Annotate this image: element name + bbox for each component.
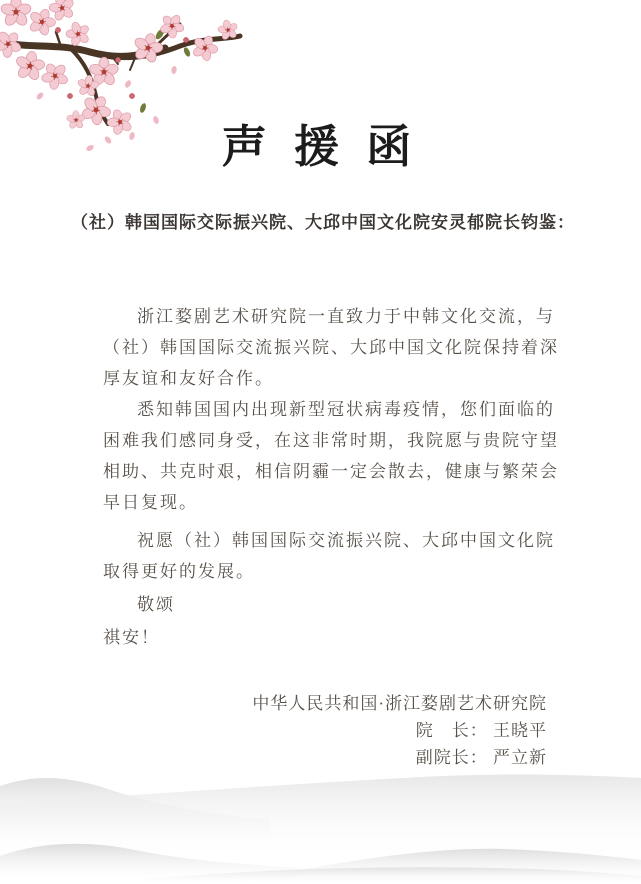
paragraph-1: 浙江婺剧艺术研究院一直致力于中韩文化交流，与（社）韩国国际交流振兴院、大邱中国文化院保持着深厚友谊和友好合作。 (103, 307, 559, 388)
letter-title: 声 援 函 (221, 122, 420, 172)
salutation-line: （社）韩国国际交际振兴院、大邱中国文化院安灵郁院长钧鉴： (71, 213, 575, 232)
closing-salute: 敬颂 (137, 595, 175, 614)
paragraph-3: 祝愿（社）韩国国际交流振兴院、大邱中国文化院取得更好的发展。 (103, 531, 555, 581)
letter-body (103, 301, 569, 653)
signature-president-line: 院 长： 王晓平 (415, 721, 547, 740)
paragraph-2: 悉知韩国国内出现新型冠状病毒疫情，您们面临的困难我们感同身受，在这非常时期，我院愿与贵院守望相助、共克时艰，相信阴霾一定会散去，健康与繁荣会早日复现。 (103, 400, 559, 512)
signature-vice-president-line: 副院长： 严立新 (415, 748, 547, 767)
closing-wish: 祺安！ (103, 628, 160, 647)
signature-organization: 中华人民共和国·浙江婺剧艺术研究院 (252, 694, 547, 713)
ink-wash-mountains-decoration (0, 752, 641, 884)
signature-block (252, 690, 547, 771)
